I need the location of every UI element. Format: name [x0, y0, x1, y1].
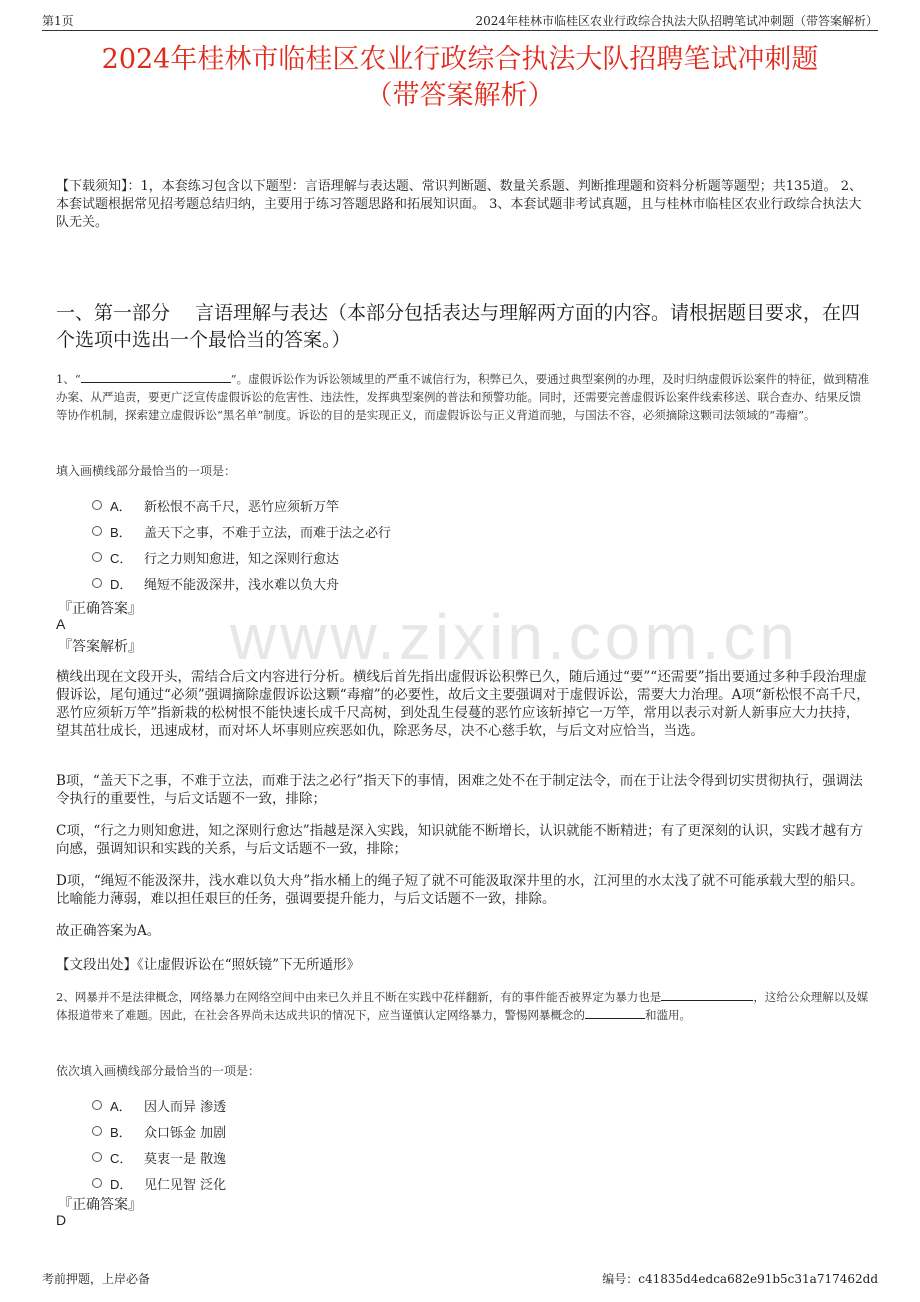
page-number: 第1页	[42, 14, 74, 28]
question-1-options	[92, 492, 391, 596]
answer-label: 『正确答案』	[58, 601, 142, 617]
title-line-1: 2024年桂林市临桂区农业行政综合执法大队招聘笔试冲刺题	[101, 44, 819, 75]
document-title	[40, 42, 880, 114]
radio-icon[interactable]	[92, 552, 102, 562]
option-d[interactable]: D． 绳短不能汲深井，浅水难以负大舟	[92, 570, 391, 596]
footer-slogan: 考前押题，上岸必备	[42, 1272, 151, 1286]
option-b[interactable]: B． 盖天下之事，不难于立法，而难于法之必行	[92, 518, 391, 544]
option-b[interactable]: B． 众口铄金 加剧	[92, 1118, 226, 1144]
analysis-paragraph: C项，“行之力则知愈进，知之深则行愈达”指越是深入实践，知识就能不断增长，认识就能不断精进；有了更深刻的认识，实践才越有方向感，强调知识和实践的关系，与后文话题不一致，排除；	[56, 823, 864, 857]
radio-icon[interactable]	[92, 500, 102, 510]
question-1-text	[56, 370, 870, 424]
answer-label: 『正确答案』	[58, 1197, 142, 1213]
radio-icon[interactable]	[92, 578, 102, 588]
page-header	[42, 12, 878, 31]
fill-blank	[661, 988, 753, 1001]
question-1-prompt: 填入画横线部分最恰当的一项是：	[56, 464, 237, 478]
radio-icon[interactable]	[92, 1152, 102, 1162]
analysis-paragraph: B项，“盖天下之事，不难于立法，而难于法之必行”指天下的事情，困难之处不在于制定法令，而在于让法令得到切实贯彻执行，强调法令执行的重要性，与后文话题不一致，排除；	[56, 773, 863, 807]
download-notice: 【下载须知】：1，本套练习包含以下题型：言语理解与表达题、常识判断题、数量关系题、判断推理题和资料分析题等题型；共135道。 2、本套试题根据常见招考题总结归纳，主要用于练习答题思路和拓展知识面。 3、本套试题非考试真题，且与桂林市临桂区农业行政综合执法大队无关。	[56, 179, 862, 230]
section-heading: 一、第一部分 言语理解与表达（本部分包括表达与理解两方面的内容。请根据题目要求，在四个选项中选出一个最恰当的答案。）	[56, 302, 861, 351]
watermark: www.zixin.com.cn	[230, 601, 799, 673]
page-footer	[42, 1270, 878, 1287]
radio-icon[interactable]	[92, 1178, 102, 1188]
option-c[interactable]: C． 行之力则知愈进，知之深则行愈达	[92, 544, 391, 570]
question-1-body: ”。虚假诉讼作为诉讼领域里的严重不诚信行为，积弊已久，要通过典型案例的办理，及时归纳虚假诉讼案件的特征，做到精准办案、从严追责，要更广泛宣传虚假诉讼的危害性、违法性，发挥典型案例的普法和预警功能。同时，还需要完善虚假诉讼案件线索移送、联合查办、结果反馈等协作机制，探索建立虚假诉讼“黑名单”制度。诉讼的目的是实现正义，而虚假诉讼与正义背道而驰，与国法不容，必须摘除这颗司法领域的“毒瘤”。	[56, 372, 870, 422]
question-1-prefix: 1、“	[56, 372, 81, 386]
fill-blank	[585, 1006, 645, 1019]
option-a[interactable]: A． 新松恨不高千尺，恶竹应须斩万竿	[92, 492, 391, 518]
option-c[interactable]: C． 莫衷一是 散逸	[92, 1144, 226, 1170]
fill-blank	[81, 370, 231, 383]
header-title: 2024年桂林市临桂区农业行政综合执法大队招聘笔试冲刺题（带答案解析）	[475, 14, 878, 28]
source-note: 【文段出处】《让虚假诉讼在“照妖镜”下无所遁形》	[56, 957, 361, 973]
question-2-options	[92, 1092, 226, 1196]
radio-icon[interactable]	[92, 526, 102, 536]
footer-doc-id: 编号：c41835d4edca682e91b5c31a717462dd	[602, 1272, 878, 1286]
answer-value: A	[56, 616, 66, 632]
radio-icon[interactable]	[92, 1100, 102, 1110]
analysis-paragraph: 横线出现在文段开头，需结合后文内容进行分析。横线后首先指出虚假诉讼积弊已久，随后通过“要”“还需要”指出要通过多种手段治理虚假诉讼，尾句通过“必须”强调摘除虚假诉讼这颗“毒瘤”的必要性，故后文主要强调对于虚假诉讼，需要大力治理。A项“新松恨不高千尺，恶竹应须斩万竿”指新栽的松树恨不能快速长成千尺高树，到处乱生侵蔓的恶竹应该斩掉它一万竿，常用以表示对新人新事应大力扶持，望其茁壮成长，迅速成材，而对坏人坏事则应疾恶如仇，除恶务尽，决不心慈手软，与后文对应恰当，当选。	[56, 669, 870, 739]
analysis-label: 『答案解析』	[58, 639, 142, 655]
question-2-text: 2、网暴并不是法律概念，网络暴力在网络空间中由来已久并且不断在实践中花样翻新，有的事件能否被界定为暴力也是 ，这给公众理解以及媒体报道带来了难题。因此，在社会各界尚未达成共识的情况下，应当谨慎认定网络暴力，警惕网暴概念的 和滥用。	[56, 990, 869, 1022]
question-2-prompt: 依次填入画横线部分最恰当的一项是：	[56, 1064, 261, 1078]
title-line-2: （带答案解析）	[365, 80, 555, 111]
radio-icon[interactable]	[92, 1126, 102, 1136]
answer-value: D	[56, 1212, 67, 1228]
analysis-paragraph: D项，“绳短不能汲深井，浅水难以负大舟”指水桶上的绳子短了就不可能汲取深井里的水，江河里的水太浅了就不可能承载大型的船只。比喻能力薄弱，难以担任艰巨的任务，强调要提升能力，与后文话题不一致，排除。	[56, 873, 864, 907]
option-a[interactable]: A． 因人而异 渗透	[92, 1092, 226, 1118]
option-d[interactable]: D． 见仁见智 泛化	[92, 1170, 226, 1196]
analysis-conclusion: 故正确答案为A。	[56, 923, 161, 939]
